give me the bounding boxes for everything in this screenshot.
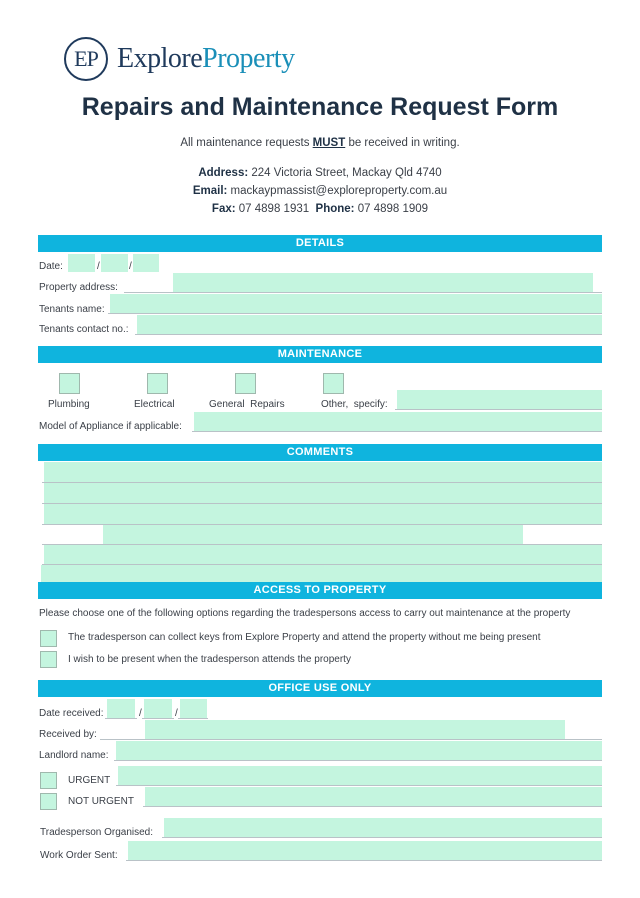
phone-label: Phone: [315, 203, 355, 215]
tenants-name-label: Tenants name: [39, 304, 105, 315]
notice-post: be received in writing. [345, 137, 460, 149]
property-address-field[interactable] [173, 273, 593, 292]
date-received-month-field[interactable] [144, 699, 172, 718]
address-label: Address: [198, 167, 249, 179]
tenants-contact-field[interactable] [137, 315, 602, 334]
tenants-name-field[interactable] [110, 294, 602, 313]
urgent-underline [116, 785, 602, 786]
fax-label: Fax: [211, 203, 236, 215]
address-value: 224 Victoria Street, Mackay Qld 4740 [251, 167, 442, 179]
contact-line [0, 203, 640, 215]
property-address-label: Property address: [39, 282, 118, 293]
plumbing-checkbox[interactable] [59, 373, 80, 394]
landlord-name-field[interactable] [116, 741, 602, 760]
notice-pre: All maintenance requests [180, 137, 313, 149]
logo-initials: EP [74, 46, 98, 71]
not-urgent-field[interactable] [145, 787, 602, 806]
urgent-checkbox[interactable] [40, 772, 57, 789]
comments-line-6[interactable] [41, 565, 602, 582]
urgent-field[interactable] [118, 766, 602, 785]
be-present-checkbox[interactable] [40, 651, 57, 668]
maintenance-heading: MAINTENANCE [38, 346, 602, 363]
logo-word-explore: Explore [117, 43, 203, 74]
page-title: Repairs and Maintenance Request Form [81, 93, 559, 121]
collect-keys-checkbox[interactable] [40, 630, 57, 647]
not-urgent-checkbox[interactable] [40, 793, 57, 810]
landlord-name-underline [114, 760, 602, 761]
office-heading: OFFICE USE ONLY [38, 680, 602, 697]
tradesperson-organised-label: Tradesperson Organised: [40, 827, 154, 838]
model-appliance-label: Model of Appliance if applicable: [39, 421, 182, 432]
address-line [0, 167, 640, 179]
plumbing-label: Plumbing [48, 399, 90, 410]
electrical-checkbox[interactable] [147, 373, 168, 394]
logo-word-property: Property [202, 43, 295, 74]
other-specify-label: Other, specify: [321, 399, 388, 410]
be-present-label: I wish to be present when the tradesperson attends the property [68, 654, 351, 665]
notice-must: MUST [312, 137, 346, 149]
work-order-sent-label: Work Order Sent: [40, 850, 118, 861]
received-by-underline [100, 739, 602, 740]
other-checkbox[interactable] [323, 373, 344, 394]
date-received-month-underline [142, 718, 174, 719]
date-year-field[interactable] [133, 254, 159, 272]
date-day-field[interactable] [68, 254, 95, 272]
date-received-year-underline [178, 718, 208, 719]
urgent-label: URGENT [68, 775, 111, 786]
not-urgent-label: NOT URGENT [68, 796, 134, 807]
comments-line-3[interactable] [44, 504, 602, 524]
not-urgent-underline [143, 806, 602, 807]
logo-emblem [64, 37, 108, 81]
date-received-day-underline [105, 718, 137, 719]
tenants-contact-label: Tenants contact no.: [39, 324, 129, 335]
tenants-contact-underline [135, 334, 602, 335]
received-by-label: Received by: [39, 729, 97, 740]
comments-line-5[interactable] [44, 545, 602, 564]
notice-line [0, 137, 640, 149]
tradesperson-organised-field[interactable] [164, 818, 602, 837]
fax-value: 07 4898 1931 [238, 203, 310, 215]
date-month-field[interactable] [101, 254, 128, 272]
logo-wordmark [117, 43, 295, 75]
email-value[interactable]: mackaypmassist@exploreproperty.com.au [230, 185, 448, 197]
comments-line-4[interactable] [103, 525, 523, 544]
other-specify-field[interactable] [397, 390, 602, 409]
general-repairs-checkbox[interactable] [235, 373, 256, 394]
date-slash: / [97, 261, 100, 272]
collect-keys-label: The tradesperson can collect keys from Explore Property and attend the property without me being present [68, 632, 541, 643]
landlord-name-label: Landlord name: [39, 750, 109, 761]
access-instruction: Please choose one of the following options regarding the tradespersons access to carry out maintenance at the property [39, 608, 571, 619]
comments-heading: COMMENTS [38, 444, 602, 461]
date-received-year-field[interactable] [180, 699, 207, 718]
electrical-label: Electrical [134, 399, 175, 410]
email-line [0, 185, 640, 197]
tradesperson-organised-underline [162, 837, 602, 838]
other-specify-underline [395, 409, 602, 410]
phone-value: 07 4898 1909 [357, 203, 429, 215]
tenants-name-underline [108, 313, 602, 314]
date-received-label: Date received: [39, 708, 104, 719]
work-order-sent-field[interactable] [128, 841, 602, 860]
email-label: Email: [192, 185, 228, 197]
comments-line-2[interactable] [44, 483, 602, 503]
received-by-field[interactable] [145, 720, 565, 739]
access-heading: ACCESS TO PROPERTY [38, 582, 602, 599]
general-repairs-label: General Repairs [209, 399, 285, 410]
model-appliance-underline [192, 431, 602, 432]
details-heading: DETAILS [38, 235, 602, 252]
date-label: Date: [39, 261, 63, 272]
date-slash: / [129, 261, 132, 272]
comments-line-1[interactable] [44, 462, 602, 482]
work-order-sent-underline [126, 860, 602, 861]
date-slash: / [139, 708, 142, 719]
model-appliance-field[interactable] [194, 412, 602, 431]
date-slash: / [175, 708, 178, 719]
property-address-underline [124, 292, 602, 293]
date-received-day-field[interactable] [107, 699, 135, 718]
